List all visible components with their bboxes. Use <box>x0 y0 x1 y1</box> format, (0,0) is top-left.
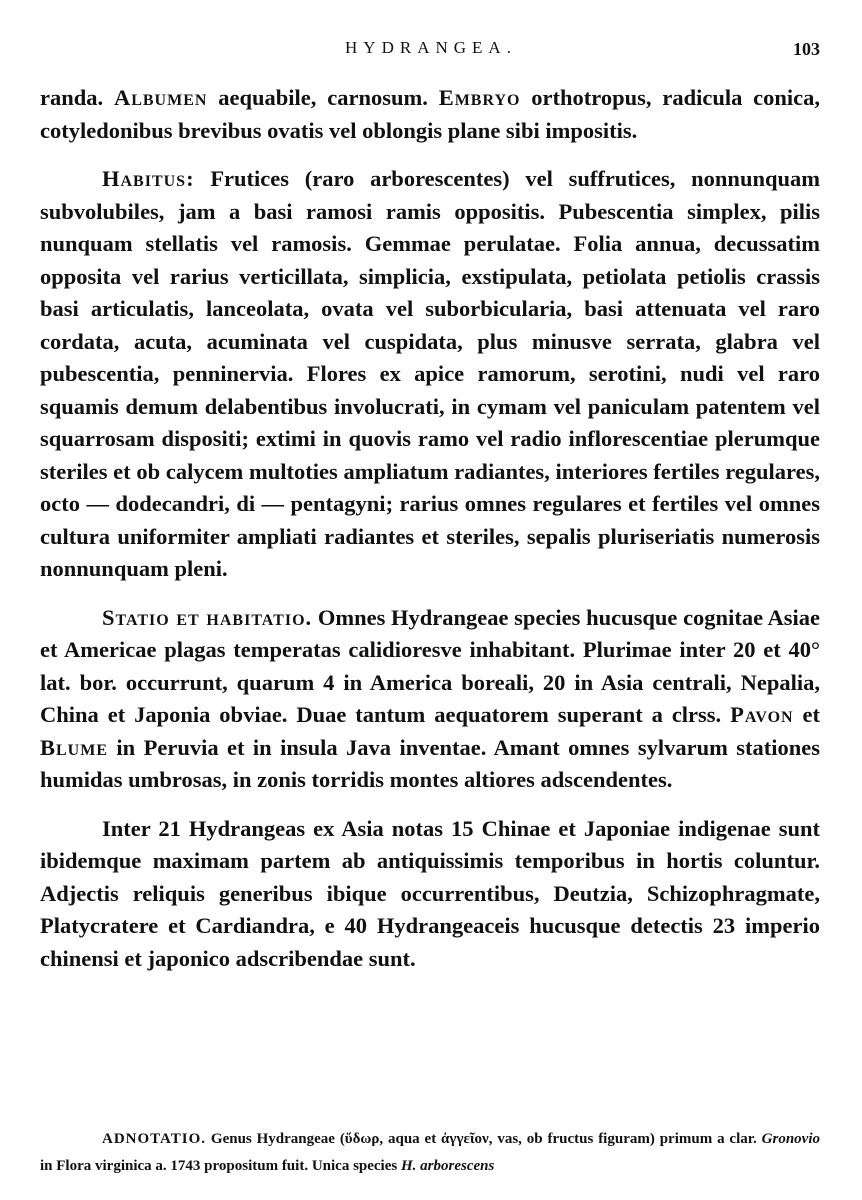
text-run: in Peruvia et in insula Java inventae. Amant omnes sylvarum stationes humidas umbrosas, in zonis torridis montes altiores adscendentes. <box>40 734 820 792</box>
species-name: H. arborescens <box>400 1158 495 1174</box>
author-pavon: Pavon <box>730 702 794 727</box>
annotation-note <box>40 1126 820 1180</box>
text-run: Genus Hydrangeae (ὕδωρ, aqua et ἀγγεῖον, vas, ob fructus figuram) primum a clar. <box>206 1131 762 1147</box>
author-gronovio: Gronovio <box>761 1131 820 1147</box>
paragraph-asia <box>40 813 820 976</box>
term-statio: Statio et habitatio. <box>102 604 313 630</box>
term-habitus: Habitus: <box>102 166 195 191</box>
text-run: Inter 21 Hydrangeas ex Asia notas 15 Chinae et Japoniae indigenae sunt ibidemque maximam partem ab antiquissimis temporibus in hortis coluntur. Adjectis reliquis generibus ibique occurrentibus, Deutzia, Schizophragmate, Platycratere et Cardiandra, e 40 Hydrangeaceis hucusque detectis 23 imperio chinensi et japonico adscribendae sunt. <box>40 815 820 971</box>
text-run: et <box>793 702 820 727</box>
text-run: in Flora virginica a. 1743 propositum fuit. Unica species <box>40 1158 401 1174</box>
term-embryo: Embryo <box>438 85 521 110</box>
paragraph-statio <box>40 602 820 797</box>
term-albumen: Albumen <box>113 85 208 110</box>
text-run: Frutices (raro arborescentes) vel suffrutices, nonnunquam subvolubiles, jam a basi ramosi ramis oppositis. Pubescentia simplex, pilis nunquam stellatis vel ramosis. Gemmae perulatae. Folia annua, decussatim opposita vel rarius verticillata, simplicia, exstipulata, petiolata petiolis crassis basi articulatis, lanceolata, ovata vel suborbicularia, basi attenuata vel raro cordata, acuta, acuminata vel cuspidata, plus minusve serrata, glabra vel pubescentia, penninervia. Flores ex apice ramorum, serotini, nudi vel raro squamis demum delabentibus involucrati, in cymam vel paniculam patentem vel squarrosam dispositi; extimi in quovis ramo vel radio inflorescentiae plerumque steriles et ob calycem multoties ampliatum radiantes, interiores fertiles regulares, octo — dodecandri, di — pentagyni; rarius omnes regulares et fertiles vel omnes cultura uniformiter ampliati radiantes et steriles, sepalis pluriseriatis numerosis nonnunquam pleni. <box>40 166 820 581</box>
text-run: aequabile, carnosum. <box>207 85 439 110</box>
text-run: randa. <box>40 85 114 110</box>
note-lead: ADNOTATIO. <box>102 1131 207 1147</box>
text-run: orthotropus, radicula conica, cotyledonibus brevibus ovatis vel oblongis plane sibi impositis. <box>40 85 821 143</box>
running-title: HYDRANGEA. <box>345 38 517 57</box>
text-body <box>40 82 820 975</box>
paragraph-habitus <box>40 163 820 586</box>
text-run: Omnes Hydrangeae species hucusque cognitae Asiae et Americae plagas temperatas calidioresve inhabitant. Plurimae inter 20 et 40° lat. bor. occurrunt, quarum 4 in America boreali, 20 in Asia centrali, Nepalia, China et Japonia obviae. Duae tantum aequatorem superant a clrss. <box>40 604 820 727</box>
paragraph-albumen-embryo <box>40 82 820 147</box>
page-number: 103 <box>793 39 820 59</box>
author-blume: Blume <box>40 734 109 760</box>
running-head <box>0 38 862 62</box>
